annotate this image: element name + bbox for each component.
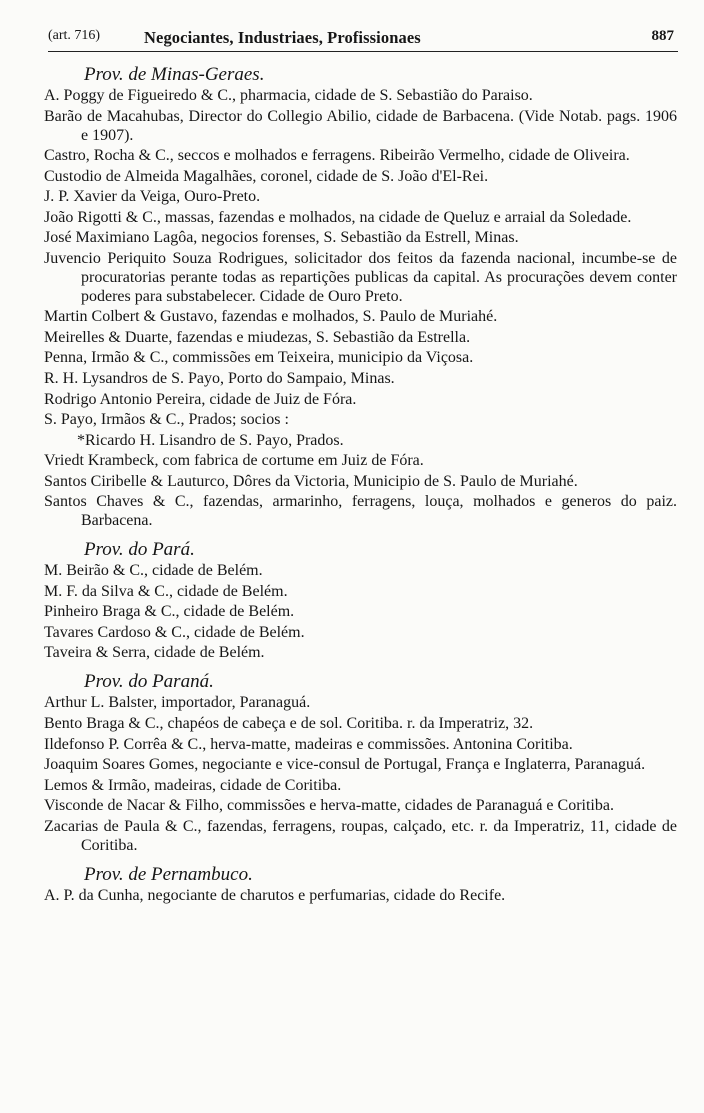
running-title: Negociantes, Industriaes, Profissionaes <box>144 28 421 47</box>
page-body <box>44 64 677 906</box>
list-item: R. H. Lysandros de S. Payo, Porto do Sampaio, Minas. <box>44 370 395 388</box>
list-item: M. F. da Silva & C., cidade de Belém. <box>44 582 288 600</box>
article-reference: (art. 716) <box>48 28 101 43</box>
section-minas-geraes <box>44 64 677 530</box>
page-number: 887 <box>651 28 674 44</box>
section-parana <box>44 671 677 854</box>
section-title: Prov. de Minas-Geraes. <box>84 64 265 85</box>
list-item: Tavares Cardoso & C., cidade de Belém. <box>44 623 305 641</box>
list-item: Arthur L. Balster, importador, Paranaguá. <box>44 694 311 712</box>
list-item: Santos Chaves & C., fazendas, armarinho, ferragens, louça, molhados e generos do paiz. Barbacena. <box>44 493 677 530</box>
list-item: Penna, Irmão & C., commissões em Teixeira, municipio da Viçosa. <box>44 349 474 367</box>
section-title: Prov. de Pernambuco. <box>84 863 253 885</box>
section-pernambuco <box>44 864 677 905</box>
list-item: Lemos & Irmão, madeiras, cidade de Coritiba. <box>44 776 342 794</box>
list-item: Ildefonso P. Corrêa & C., herva-matte, madeiras e commissões. Antonina Coritiba. <box>44 735 573 753</box>
list-item: Santos Ciribelle & Lauturco, Dôres da Victoria, Municipio de S. Paulo de Muriahé. <box>44 472 578 490</box>
list-item: Bento Braga & C., chapéos de cabeça e de sol. Coritiba. r. da Imperatriz, 32. <box>44 715 534 733</box>
list-item: Joaquim Soares Gomes, negociante e vice-consul de Portugal, França e Inglaterra, Paranaguá. <box>44 756 646 774</box>
section-title: Prov. do Pará. <box>84 539 195 561</box>
list-item: A. P. da Cunha, negociante de charutos e perfumarias, cidade do Recife. <box>44 886 506 904</box>
list-item: Martin Colbert & Gustavo, fazendas e molhados, S. Paulo de Muriahé. <box>44 308 498 326</box>
header-rule <box>48 51 678 52</box>
list-item: A. Poggy de Figueiredo & C., pharmacia, cidade de S. Sebastião do Paraiso. <box>44 87 533 104</box>
list-item: Vriedt Krambeck, com fabrica de cortume em Juiz de Fóra. <box>44 452 424 470</box>
section-para <box>44 539 677 662</box>
list-item: Juvencio Periquito Souza Rodrigues, solicitador dos feitos da fazenda nacional, incumbe-se de procuratorias perante todas as repartições publicas da capital. As procurações devem conter poderes para substabelecer. Cidade de Ouro Preto. <box>44 249 677 305</box>
list-item: Visconde de Nacar & Filho, commissões e herva-matte, cidades de Paranaguá e Coritiba. <box>44 797 614 815</box>
list-item: S. Payo, Irmãos & C., Prados; socios : <box>44 411 289 429</box>
list-item: Rodrigo Antonio Pereira, cidade de Juiz de Fóra. <box>44 390 357 408</box>
list-item: Custodio de Almeida Magalhães, coronel, cidade de S. João d'El-Rei. <box>44 167 489 185</box>
page-header <box>48 26 676 50</box>
list-item: Taveira & Serra, cidade de Belém. <box>44 644 265 662</box>
list-item: *Ricardo H. Lisandro de S. Payo, Prados. <box>77 431 344 449</box>
list-item: Castro, Rocha & C., seccos e molhados e ferragens. Ribeirão Vermelho, cidade de Oliveira. <box>44 147 630 165</box>
list-item: Pinheiro Braga & C., cidade de Belém. <box>44 603 295 621</box>
list-item: Barão de Macahubas, Director do Collegio Abilio, cidade de Barbacena. (Vide Notab. pags. 1906 e 1907). <box>44 107 677 144</box>
list-item: J. P. Xavier da Veiga, Ouro-Preto. <box>44 188 261 206</box>
list-item: M. Beirão & C., cidade de Belém. <box>44 562 263 580</box>
list-item: Zacarias de Paula & C., fazendas, ferragens, roupas, calçado, etc. r. da Imperatriz, 11, cidade de Coritiba. <box>44 817 677 854</box>
list-item: Meirelles & Duarte, fazendas e miudezas, S. Sebastião da Estrella. <box>44 328 471 346</box>
section-title: Prov. do Paraná. <box>84 671 214 693</box>
list-item: João Rigotti & C., massas, fazendas e molhados, na cidade de Queluz e arraial da Soledade. <box>44 208 632 226</box>
list-item: José Maximiano Lagôa, negocios forenses, S. Sebastião da Estrell, Minas. <box>44 229 519 247</box>
